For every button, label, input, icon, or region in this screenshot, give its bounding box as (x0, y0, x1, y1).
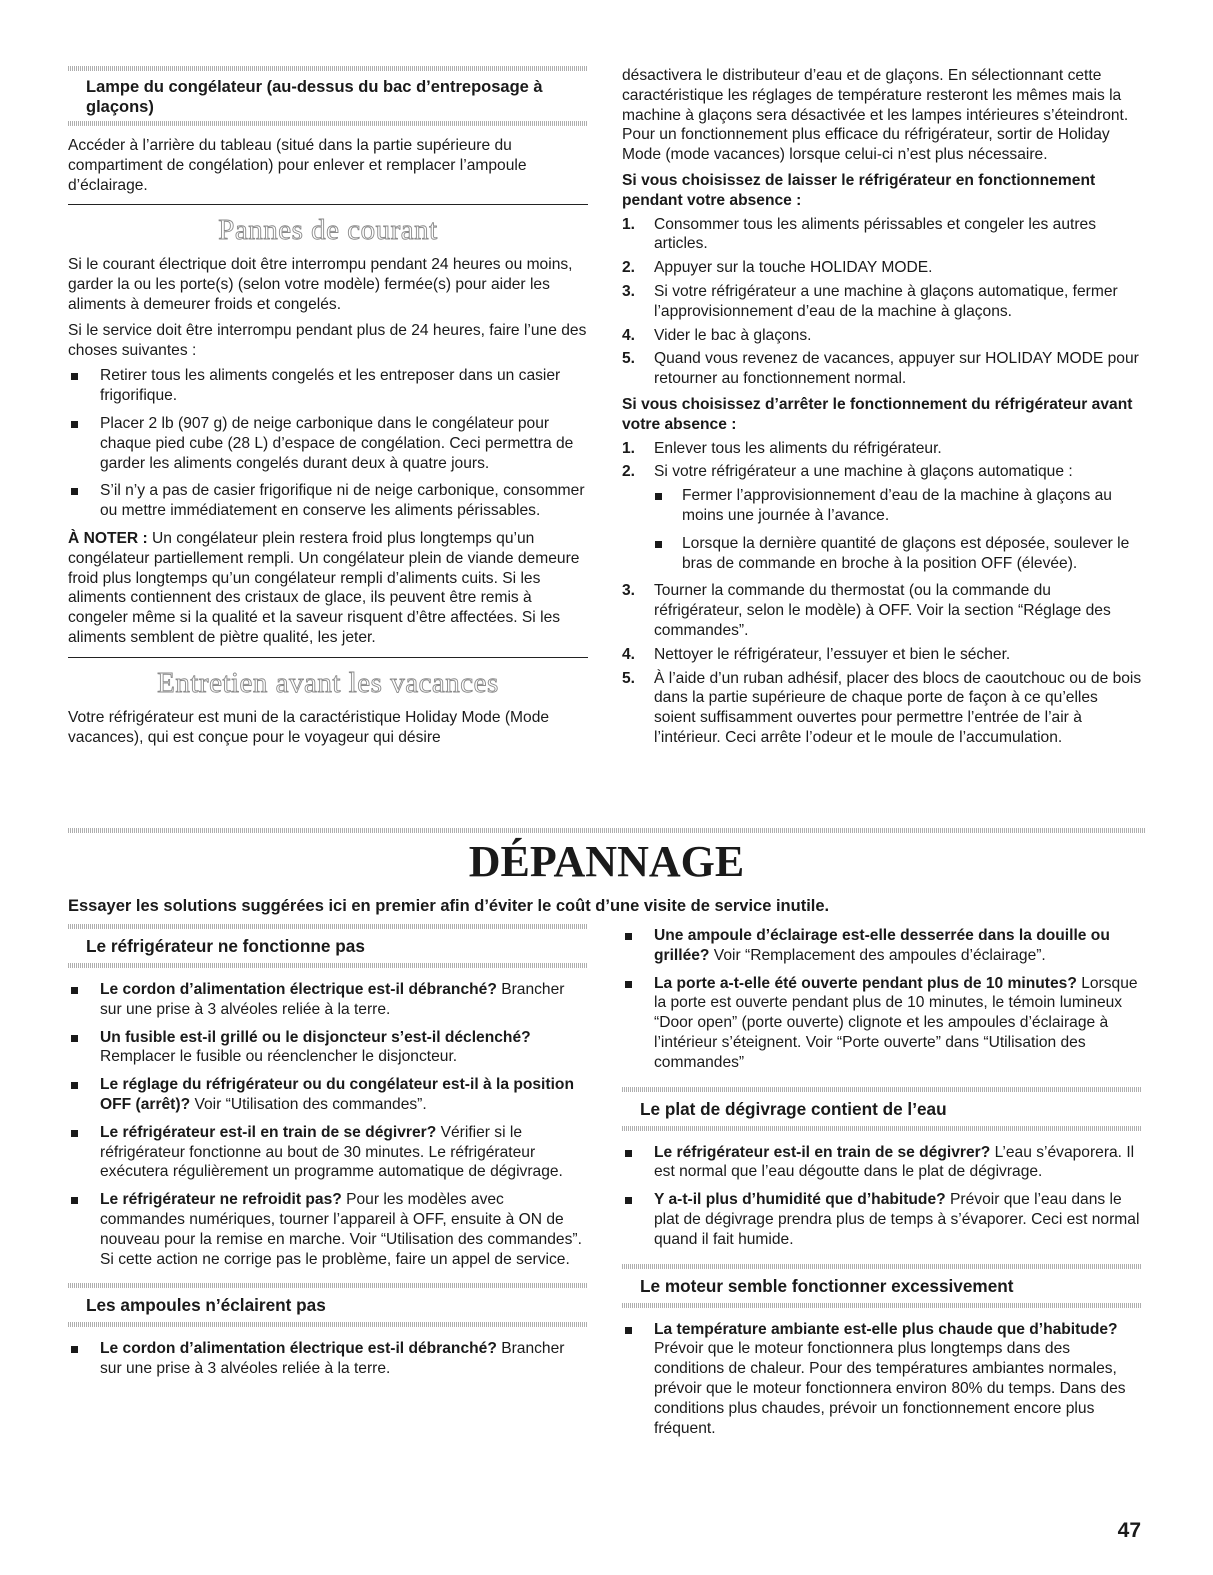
top-left-column (68, 66, 588, 753)
step-number: 5. (622, 350, 636, 368)
list-item (622, 974, 1142, 1073)
step-text: Appuyer sur la touche HOLIDAY MODE. (654, 259, 933, 277)
dotted-divider (622, 1126, 1142, 1131)
step-number: 1. (622, 215, 636, 233)
question: Le réglage du réfrigérateur ou du congélateur est-il à la position OFF (arrêt)? (100, 1076, 574, 1113)
step-number: 3. (622, 282, 636, 300)
dotted-divider (622, 1087, 1142, 1092)
question: Y a-t-il plus d’humidité que d’habitude? (654, 1191, 946, 1209)
answer: Pour les modèles avec commandes numériques, tourner l’appareil à OFF, ensuite à ON de nouveau pour la remise en marche. Voir “Utilisation des commandes”. Si cette action ne corrige pas le problème, faire un appel de service. (100, 1191, 582, 1268)
dotted-divider (68, 963, 588, 968)
lamp-heading: Lampe du congélateur (au-dessus du bac d’entreposage à glaçons) (86, 78, 543, 116)
troubleshooting-left-column (68, 924, 588, 1387)
list-item (622, 926, 1142, 966)
section-rule (68, 657, 588, 658)
list-item (622, 258, 1142, 278)
list-item (622, 581, 1142, 640)
top-right-column (622, 66, 1142, 752)
page-number: 47 (1117, 1519, 1141, 1542)
step-text: Si votre réfrigérateur a une machine à glaçons automatique : (654, 463, 1073, 481)
dotted-divider (68, 66, 588, 71)
step-text: À l’aide d’un ruban adhésif, placer des blocs de caoutchouc ou de bois dans la partie supérieure de chaque porte de façon à ce qu’elles soient suffisamment ouvertes pour permettre l’entrée de l’air à l’intérieur. Ceci arrête l’odeur et le moule de l’accumulation. (654, 669, 1142, 746)
power-outage-heading: Pannes de courant (218, 214, 438, 247)
list-item (622, 462, 1142, 482)
troubleshooting-title: DÉPANNAGE (468, 837, 745, 886)
step-number: 3. (622, 582, 636, 600)
list-item (622, 349, 1142, 389)
step-text: Quand vous revenez de vacances, appuyer sur HOLIDAY MODE pour retourner au fonctionnement normal. (654, 350, 1139, 388)
dotted-divider (68, 924, 588, 929)
problem-heading: Le moteur semble fonctionner excessivement (640, 1275, 1014, 1296)
section-rule (68, 204, 588, 205)
step-text: Tourner la commande du thermostat (ou la commande du réfrigérateur, selon le modèle) à OFF. Voir la section “Réglage des commandes”. (654, 582, 1111, 639)
question: Une ampoule d’éclairage est-elle desserrée dans la douille ou grillée? (654, 927, 1110, 964)
list-item (622, 282, 1142, 322)
answer: Lorsque la porte est ouverte pendant plus de 10 minutes, le témoin lumineux “Door open” (porte ouverte) clignote et les ampoules d’éclairage à l’intérieur s’éteignent. Voir “Porte ouverte” dans “Utilisation des commandes” (654, 974, 1138, 1071)
step-number: 5. (622, 669, 636, 687)
sub-list-item: Lorsque la dernière quantité de glaçons est déposée, soulever le bras de commande en broche à la position OFF (élevée). (622, 534, 1142, 574)
vacation-continued-text: désactivera le distributeur d’eau et de glaçons. En sélectionnant cette caractéristique les réglages de température resteront les mêmes mais la machine à glaçons sera désactivée et les lampes intérieures s’éteindront. Pour un fonctionnement plus efficace du réfrigérateur, sortir de Holiday Mode (mode vacances) lorsque celui-ci n’est plus nécessaire. (622, 67, 1129, 164)
list-item (68, 1123, 588, 1182)
note-text: Un congélateur plein restera froid plus longtemps qu’un congélateur partiellement rempli. Un congélateur plein de viande demeure froid plus longtemps qu’un congélateur rempli d’aliments cuits. Si les aliments contiennent des cristaux de glace, ils peuvent être remis à congeler même si la qualité et la saveur risquent d’être affectées. Si les aliments semblent de piètre qualité, les jeter. (68, 529, 580, 646)
answer: Remplacer le fusible ou réenclencher le disjoncteur. (100, 1048, 458, 1066)
troubleshooting-right-column (622, 926, 1142, 1446)
question: Le réfrigérateur est-il en train de se dégivrer? (100, 1123, 437, 1141)
question: La porte a-t-elle été ouverte pendant plus de 10 minutes? (654, 974, 1077, 992)
step-text: Vider le bac à glaçons. (654, 326, 812, 344)
list-item: S’il n’y a pas de casier frigorifique ni de neige carbonique, consommer ou mettre immédiatement en conserve les aliments périssables. (68, 481, 588, 521)
list-item (68, 1075, 588, 1115)
answer: Brancher sur une prise à 3 alvéoles reliée à la terre. (100, 981, 565, 1018)
step-number: 1. (622, 439, 636, 457)
list-item (68, 1190, 588, 1269)
answer: Vérifier si le réfrigérateur fonctionne au bout de 30 minutes. Le réfrigérateur exécutera régulièrement un programme automatique de dégivrage. (100, 1123, 563, 1181)
question: Le cordon d’alimentation électrique est-il débranché? (100, 1340, 497, 1358)
list-item (622, 645, 1142, 665)
problem-heading: Le plat de dégivrage contient de l’eau (640, 1098, 947, 1119)
list-item: Retirer tous les aliments congelés et les entreposer dans un casier frigorifique. (68, 366, 588, 406)
step-number: 2. (622, 259, 636, 277)
question: Le réfrigérateur est-il en train de se dégivrer? (654, 1143, 991, 1161)
question: La température ambiante est-elle plus chaude que d’habitude? (654, 1320, 1118, 1338)
turn-off-heading: Si vous choisissez d’arrêter le fonctionnement du réfrigérateur avant votre absence : (622, 395, 1133, 433)
vacation-heading: Entretien avant les vacances (157, 666, 499, 699)
list-item: Placer 2 lb (907 g) de neige carbonique dans le congélateur pour chaque pied cube (28 L) d’espace de congélation. Ceci permettra de garder les aliments congelés durant deux à quatre jours. (68, 414, 588, 473)
sub-list-item: Fermer l’approvisionnement d’eau de la machine à glaçons au moins une journée à l’avance. (622, 486, 1142, 526)
step-number: 2. (622, 463, 636, 481)
leave-on-heading: Si vous choisissez de laisser le réfrigérateur en fonctionnement pendant votre absence : (622, 171, 1096, 209)
dotted-divider (68, 121, 588, 126)
troubleshooting-intro: Essayer les solutions suggérées ici en premier afin d’éviter le coût d’une visite de service inutile. (68, 897, 830, 915)
lamp-text: Accéder à l’arrière du tableau (situé dans la partie supérieure du compartiment de congélation) pour enlever et remplacer l’ampoule d’éclairage. (68, 137, 527, 194)
answer: Prévoir que l’eau dans le plat de dégivrage prendra plus de temps à s’évaporer. Ceci est normal quand il fait humide. (654, 1191, 1140, 1248)
dotted-divider (622, 1264, 1142, 1269)
step-number: 4. (622, 326, 636, 344)
problem-heading: Le réfrigérateur ne fonctionne pas (86, 936, 365, 956)
step-text: Consommer tous les aliments périssables et congeler les autres articles. (654, 215, 1097, 253)
power-paragraph-2: Si le service doit être interrompu pendant plus de 24 heures, faire l’une des choses suivantes : (68, 321, 587, 359)
answer: L’eau s’évaporera. Il est normal que l’eau dégoutte dans le plat de dégivrage. (654, 1143, 1135, 1181)
list-item (622, 1143, 1142, 1183)
dotted-divider (68, 828, 1146, 833)
answer: Brancher sur une prise à 3 alvéoles reliée à la terre. (100, 1340, 565, 1378)
list-item (622, 215, 1142, 255)
list-item (68, 1339, 588, 1379)
power-paragraph-1: Si le courant électrique doit être interrompu pendant 24 heures ou moins, garder la ou les porte(s) (selon votre modèle) fermée(s) pour aider les aliments à demeurer froids et congelés. (68, 256, 573, 313)
vacation-text: Votre réfrigérateur est muni de la caractéristique Holiday Mode (Mode vacances), qui est conçue pour le voyageur qui désire (68, 708, 550, 746)
list-item (68, 1028, 588, 1068)
question: Le réfrigérateur ne refroidit pas? (100, 1191, 342, 1209)
dotted-divider (622, 1303, 1142, 1308)
problem-heading: Les ampoules n’éclairent pas (86, 1295, 326, 1316)
note-paragraph (68, 529, 588, 648)
list-item (622, 439, 1142, 459)
question: Le cordon d’alimentation électrique est-il débranché? (100, 981, 497, 998)
list-item (622, 1320, 1142, 1439)
step-text: Enlever tous les aliments du réfrigérateur. (654, 439, 942, 457)
list-item (68, 980, 588, 1020)
note-label: À NOTER : (68, 529, 148, 547)
list-item (622, 1190, 1142, 1249)
answer: Prévoir que le moteur fonctionnera plus longtemps dans des conditions de chaleur. Pour des températures ambiantes normales, prévoir que le moteur fonctionnera environ 80% du temps. Dans des conditions plus chaudes, prévoir un fonctionnement encore plus fréquent. (654, 1340, 1126, 1437)
list-item (622, 326, 1142, 346)
step-number: 4. (622, 645, 636, 663)
dotted-divider (68, 1322, 588, 1327)
step-text: Si votre réfrigérateur a une machine à glaçons automatique, fermer l’approvisionnement d’eau de la machine à glaçons. (654, 282, 1118, 320)
dotted-divider (68, 1283, 588, 1288)
answer: Voir “Utilisation des commandes”. (190, 1095, 427, 1113)
question: Un fusible est-il grillé ou le disjoncteur s’est-il déclenché? (100, 1028, 531, 1046)
step-text: Nettoyer le réfrigérateur, l’essuyer et bien le sécher. (654, 645, 1011, 663)
list-item (622, 669, 1142, 748)
answer: Voir “Remplacement des ampoules d’éclairage”. (709, 946, 1046, 964)
